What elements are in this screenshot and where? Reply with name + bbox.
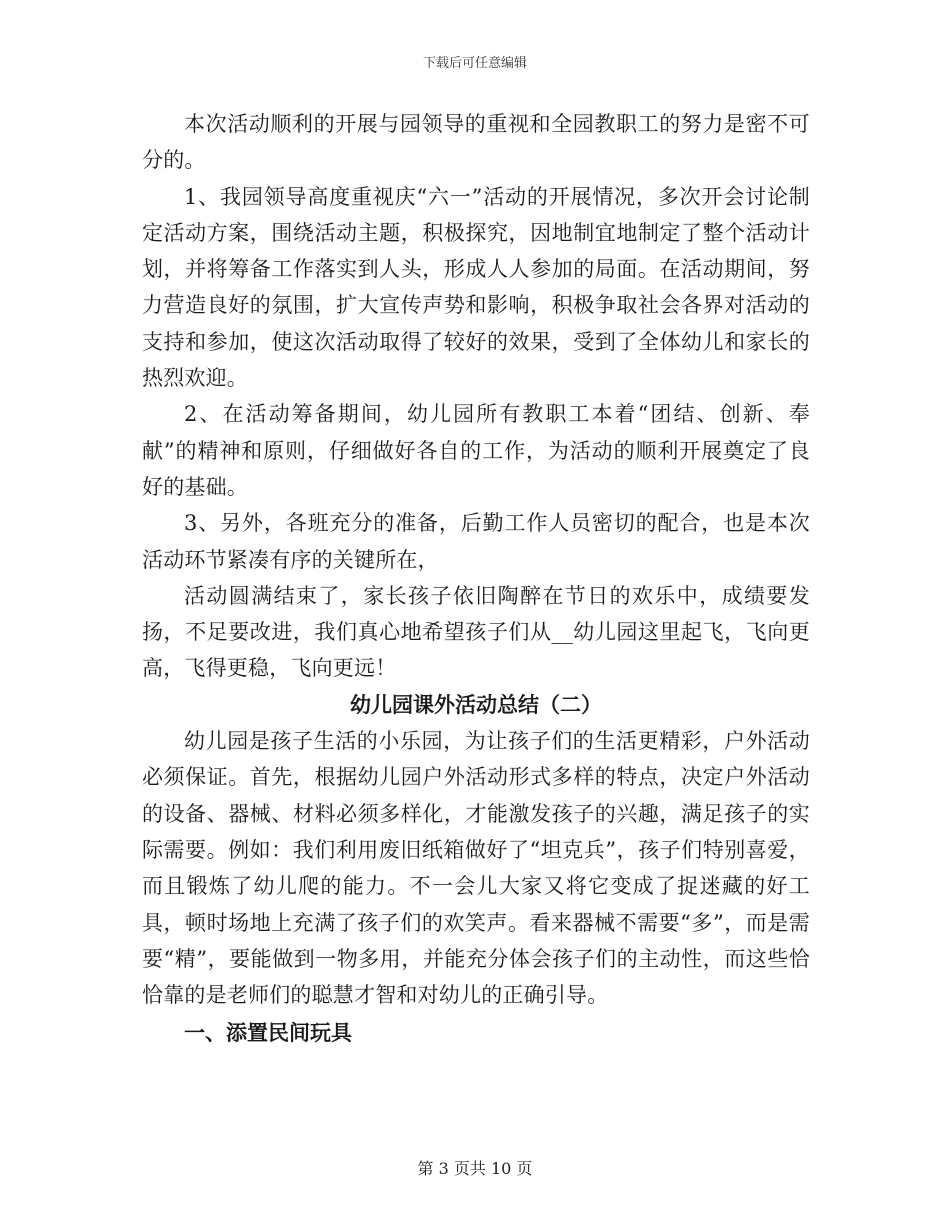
- paragraph: 本次活动顺利的开展与园领导的重视和全园教职工的努力是密不可分的。: [142, 112, 810, 173]
- paragraph: 1、我园领导高度重视庆“六一”活动的开展情况，多次开会讨论制定活动方案，围绕活动主题，积极探究，因地制宜地制定了整个活动计划，并将筹备工作落实到人头，形成人人参加的局面。在活动期间，努力营造良好的氛围，扩大宣传声势和影响，积极争取社会各界对活动的支持和参加，使这次活动取得了较好的效果，受到了全体幼儿和家长的热烈欢迎。: [142, 184, 810, 391]
- section-title: 幼儿园课外活动总结（二）: [350, 691, 602, 717]
- paragraph: 2、在活动筹备期间，幼儿园所有教职工本着“团结、创新、奉献”的精神和原则，仔细做好各自的工作，为活动的顺利开展奠定了良好的基础。: [142, 402, 810, 499]
- page-header: 下载后可任意编辑: [422, 56, 527, 71]
- page-footer: 第 3 页共 10 页: [417, 1159, 533, 1178]
- paragraph: 3、另外，各班充分的准备，后勤工作人员密切的配合，也是本次活动环节紧凑有序的关键所在，: [142, 511, 810, 572]
- subheading: 一、添置民间玩具: [184, 1020, 352, 1046]
- paragraph: 幼儿园是孩子生活的小乐园，为让孩子们的生活更精彩，户外活动必须保证。首先，根据幼儿园户外活动形式多样的特点，决定户外活动的设备、器械、材料必须多样化，才能激发孩子的兴趣，满足孩子的实际需要。例如：我们利用废旧纸箱做好了“坦克兵”，孩子们特别喜爱，而且锻炼了幼儿爬的能力。不一会儿大家又将它变成了捉迷藏的好工具，顿时场地上充满了孩子们的欢笑声。看来器械不需要“多”，而是需要“精”，要能做到一物多用，并能充分体会孩子们的主动性，而这些恰恰靠的是老师们的聪慧才智和对幼儿的正确引导。: [142, 729, 810, 1008]
- document-body: [142, 106, 810, 1052]
- paragraph: 活动圆满结束了，家长孩子依旧陶醉在节日的欢乐中，成绩要发扬，不足要改进，我们真心地希望孩子们从__幼儿园这里起飞，飞向更高，飞得更稳，飞向更远！: [142, 583, 810, 681]
